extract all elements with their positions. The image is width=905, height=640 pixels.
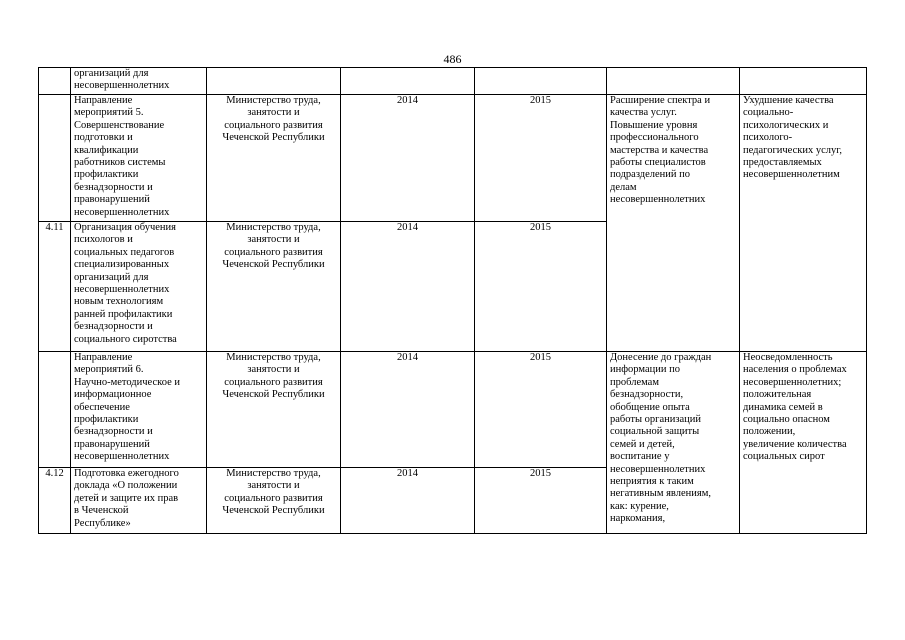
start-year-cell: 2014 (341, 95, 475, 222)
expected-result-cell: Донесение до граждан информации по проблемам безнадзорности, обобщение опыта работы организаций социальной защиты семей и детей, воспитание у несовершеннолетних неприятия к таким негативным явлениям, как: курение, наркомания, (607, 352, 740, 534)
row-number-cell: 4.11 (39, 222, 71, 352)
row-number-cell: 4.12 (39, 468, 71, 534)
table-row (39, 68, 867, 95)
activity-name-cell: Направление мероприятий 6. Научно-методическое и информационное обеспечение профилактики безнадзорности и правонарушений несовершеннолетних (71, 352, 207, 468)
consequence-cell: Неосведомленность населения о проблемах несовершеннолетних; положительная динамика семей в социально опасном положении, увеличение количества социальных сирот (740, 352, 867, 534)
end-year-cell: 2015 (475, 468, 607, 534)
table-row (39, 352, 867, 468)
row-number-cell (39, 95, 71, 222)
executor-cell: Министерство труда, занятости и социального развития Чеченской Республики (207, 352, 341, 468)
start-year-cell: 2014 (341, 468, 475, 534)
end-year-cell: 2015 (475, 352, 607, 468)
executor-cell: Министерство труда, занятости и социального развития Чеченской Республики (207, 95, 341, 222)
end-year-cell: 2015 (475, 222, 607, 352)
activity-name-cell: Организация обучения психологов и социальных педагогов специализированных организаций для несовершеннолетних новым технологиям ранней профилактики безнадзорности и социального сиротства (71, 222, 207, 352)
page-number: 486 (443, 52, 462, 66)
row-number-cell (39, 352, 71, 468)
table-row (39, 95, 867, 222)
end-year-cell: 2015 (475, 95, 607, 222)
end-year-cell (475, 68, 607, 95)
consequence-cell: Ухудшение качества социально- психологических и психолого- педагогических услуг, предоставляемых несовершеннолетним (740, 95, 867, 352)
executor-cell: Министерство труда, занятости и социального развития Чеченской Республики (207, 468, 341, 534)
row-number-cell (39, 68, 71, 95)
expected-result-cell (607, 68, 740, 95)
start-year-cell (341, 68, 475, 95)
start-year-cell: 2014 (341, 352, 475, 468)
consequence-cell (740, 68, 867, 95)
program-activities-table (38, 67, 867, 534)
start-year-cell: 2014 (341, 222, 475, 352)
activity-name-cell: Подготовка ежегодного доклада «О положении детей и защите их прав в Чеченской Республике» (71, 468, 207, 534)
expected-result-cell: Расширение спектра и качества услуг. Повышение уровня профессионального мастерства и качества работы специалистов подразделений по делам несовершеннолетних (607, 95, 740, 352)
executor-cell: Министерство труда, занятости и социального развития Чеченской Республики (207, 222, 341, 352)
activity-name-cell: организаций для несовершеннолетних (71, 68, 207, 95)
activity-name-cell: Направление мероприятий 5. Совершенствование подготовки и квалификации работников системы профилактики безнадзорности и правонарушений несовершеннолетних (71, 95, 207, 222)
executor-cell (207, 68, 341, 95)
